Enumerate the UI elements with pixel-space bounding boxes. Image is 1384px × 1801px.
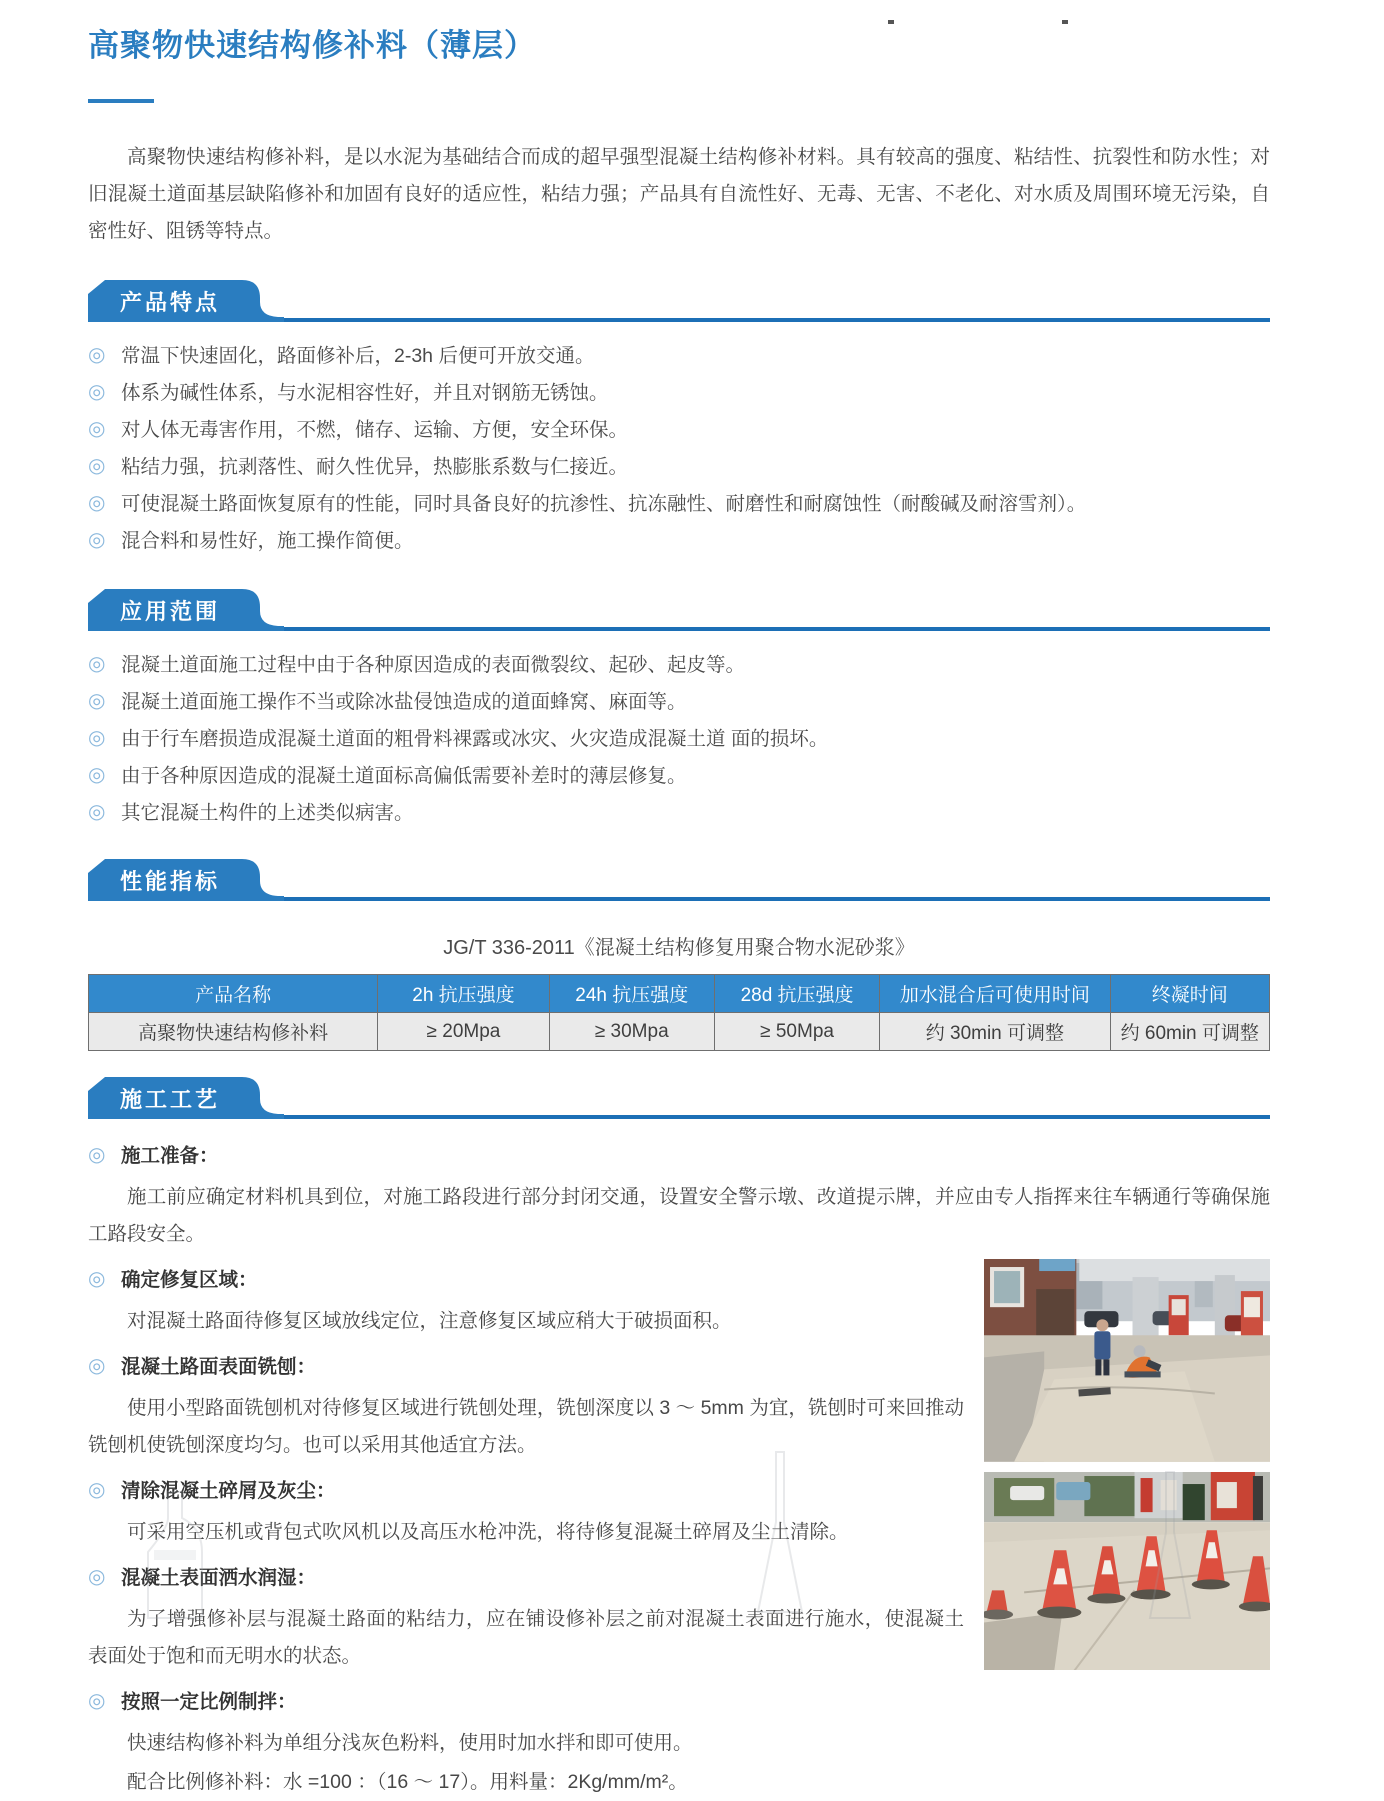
process-step-head bbox=[88, 1267, 1270, 1293]
table-cell: ≥ 30Mpa bbox=[549, 1013, 714, 1051]
column-header: 终凝时间 bbox=[1110, 975, 1269, 1013]
list-item-text: 对人体无毒害作用，不燃，储存、运输、方便，安全环保。 bbox=[121, 419, 629, 441]
list-item bbox=[88, 492, 1270, 516]
table-row bbox=[89, 1013, 1270, 1051]
list-item bbox=[88, 801, 1270, 825]
ring-bullet-icon: ◎ bbox=[88, 1566, 106, 1588]
ring-bullet-icon: ◎ bbox=[88, 727, 106, 749]
applications-list bbox=[88, 653, 1270, 825]
column-header: 2h 抗压强度 bbox=[378, 975, 549, 1013]
column-header: 加水混合后可使用时间 bbox=[880, 975, 1110, 1013]
ring-bullet-icon: ◎ bbox=[88, 1268, 106, 1290]
list-item-text: 混凝土道面施工过程中由于各种原因造成的表面微裂纹、起砂、起皮等。 bbox=[121, 654, 746, 676]
step-label: 混凝土表面洒水润湿： bbox=[121, 1567, 317, 1589]
column-header: 产品名称 bbox=[89, 975, 378, 1013]
list-item-text: 常温下快速固化，路面修补后，2-3h 后便可开放交通。 bbox=[121, 345, 595, 367]
process-step-head bbox=[88, 1565, 1270, 1591]
process-section bbox=[88, 1143, 1270, 1801]
table-cell: ≥ 50Mpa bbox=[714, 1013, 879, 1051]
list-item bbox=[88, 529, 1270, 553]
table-header-row bbox=[89, 975, 1270, 1013]
section-header-applications bbox=[88, 589, 1270, 631]
step-label: 混凝土路面表面铣刨： bbox=[121, 1356, 317, 1378]
process-step-head bbox=[88, 1689, 1270, 1715]
list-item-text: 体系为碱性体系，与水泥相容性好，并且对钢筋无锈蚀。 bbox=[121, 382, 609, 404]
table-cell: 约 30min 可调整 bbox=[880, 1013, 1110, 1051]
section-banner bbox=[88, 589, 284, 631]
ring-bullet-icon: ◎ bbox=[88, 1479, 106, 1501]
list-item-text: 混凝土道面施工操作不当或除冰盐侵蚀造成的道面蜂窝、麻面等。 bbox=[121, 691, 687, 713]
section-banner bbox=[88, 280, 284, 322]
step-label: 清除混凝土碎屑及灰尘： bbox=[121, 1480, 336, 1502]
list-item bbox=[88, 653, 1270, 677]
section-header-process bbox=[88, 1077, 1270, 1119]
step-body: 快速结构修补料为单组分浅灰色粉料，使用时加水拌和即可使用。 bbox=[127, 1732, 693, 1754]
section-title-features: 产品特点 bbox=[120, 290, 221, 315]
list-item bbox=[88, 455, 1270, 479]
process-step-head bbox=[88, 1143, 1270, 1169]
photo-column bbox=[984, 1259, 1270, 1670]
ring-bullet-icon: ◎ bbox=[88, 1355, 106, 1377]
ring-bullet-icon: ◎ bbox=[88, 492, 106, 514]
table-cell: ≥ 20Mpa bbox=[378, 1013, 549, 1051]
ring-bullet-icon: ◎ bbox=[88, 1144, 106, 1166]
section-banner bbox=[88, 1077, 284, 1119]
list-item-text: 由于各种原因造成的混凝土道面标高偏低需要补差时的薄层修复。 bbox=[121, 765, 687, 787]
ring-bullet-icon: ◎ bbox=[88, 381, 106, 403]
title-underline bbox=[88, 99, 154, 103]
watermark-bottle-icon bbox=[130, 1490, 220, 1620]
list-item-text: 由于行车磨损造成混凝土道面的粗骨料裸露或冰灾、火灾造成混凝土道 面的损坏。 bbox=[121, 728, 829, 750]
ring-bullet-icon: ◎ bbox=[88, 418, 106, 440]
ring-bullet-icon: ◎ bbox=[88, 653, 106, 675]
step-label: 确定修复区域： bbox=[121, 1269, 258, 1291]
list-item-text: 粘结力强，抗剥落性、耐久性优异，热膨胀系数与仁接近。 bbox=[121, 456, 629, 478]
section-header-features bbox=[88, 280, 1270, 322]
list-item bbox=[88, 418, 1270, 442]
step-body: 为了增强修补层与混凝土路面的粘结力，应在铺设修补层之前对混凝土表面进行施水，使混凝土表面处于饱和而无明水的状态。 bbox=[88, 1608, 964, 1667]
performance-table bbox=[88, 974, 1270, 1051]
section-title-performance: 性能指标 bbox=[120, 869, 221, 894]
ring-bullet-icon: ◎ bbox=[88, 455, 106, 477]
watermark-flask-icon bbox=[750, 1450, 810, 1620]
ring-bullet-icon: ◎ bbox=[88, 529, 106, 551]
list-item-text: 混合料和易性好，施工操作简便。 bbox=[121, 530, 414, 552]
step-label: 施工准备： bbox=[121, 1145, 219, 1167]
ring-bullet-icon: ◎ bbox=[88, 344, 106, 366]
section-header-performance bbox=[88, 859, 1270, 901]
intro-paragraph: 高聚物快速结构修补料，是以水泥为基础结合而成的超早强型混凝土结构修补材料。具有较高的强度、粘结性、抗裂性和防水性；对旧混凝土道面基层缺陷修补和加固有良好的适应性，粘结力强；产品具有自流性好、无毒、无害、不老化、对水质及周围环境无污染，自密性好、阻锈等特点。 bbox=[88, 146, 1270, 242]
step-body: 配合比例修补料：水 =100 ：（16 ～ 17）。用料量：2Kg/mm/m²。 bbox=[127, 1771, 688, 1793]
watermark-flask-icon bbox=[1140, 1470, 1200, 1620]
list-item bbox=[88, 344, 1270, 368]
list-item bbox=[88, 690, 1270, 714]
list-item bbox=[88, 727, 1270, 751]
page-title: 高聚物快速结构修补料（薄层） bbox=[88, 28, 536, 63]
step-body: 可采用空压机或背包式吹风机以及高压水枪冲洗，将待修复混凝土碎屑及尘土清除。 bbox=[127, 1521, 849, 1543]
table-cell: 约 60min 可调整 bbox=[1110, 1013, 1269, 1051]
ring-bullet-icon: ◎ bbox=[88, 690, 106, 712]
column-header: 24h 抗压强度 bbox=[549, 975, 714, 1013]
ring-bullet-icon: ◎ bbox=[88, 801, 106, 823]
table-cell: 高聚物快速结构修补料 bbox=[89, 1013, 378, 1051]
list-item-text: 可使混凝土路面恢复原有的性能，同时具备良好的抗渗性、抗冻融性、耐磨性和耐腐蚀性（耐酸碱及耐溶雪剂）。 bbox=[121, 493, 1087, 515]
column-header: 28d 抗压强度 bbox=[714, 975, 879, 1013]
process-step-head bbox=[88, 1354, 1270, 1380]
list-item bbox=[88, 381, 1270, 405]
ring-bullet-icon: ◎ bbox=[88, 764, 106, 786]
step-body: 施工前应确定材料机具到位，对施工路段进行部分封闭交通，设置安全警示墩、改道提示牌，并应由专人指挥来往车辆通行等确保施工路段安全。 bbox=[88, 1186, 1270, 1245]
section-banner bbox=[88, 859, 284, 901]
list-item-text: 其它混凝土构件的上述类似病害。 bbox=[121, 802, 414, 824]
process-step-head bbox=[88, 1478, 1270, 1504]
step-body: 使用小型路面铣刨机对待修复区域进行铣刨处理，铣刨深度以 3 ～ 5mm 为宜，铣刨时可来回推动铣刨机使铣刨深度均匀。也可以采用其他适宜方法。 bbox=[88, 1397, 964, 1456]
table-caption: JG/T 336-2011《混凝土结构修复用聚合物水泥砂浆》 bbox=[443, 937, 915, 959]
ring-bullet-icon: ◎ bbox=[88, 1690, 106, 1712]
list-item bbox=[88, 764, 1270, 788]
section-title-applications: 应用范围 bbox=[120, 599, 221, 624]
section-title-process: 施工工艺 bbox=[120, 1087, 221, 1112]
step-body: 对混凝土路面待修复区域放线定位，注意修复区域应稍大于破损面积。 bbox=[127, 1310, 732, 1332]
features-list bbox=[88, 344, 1270, 553]
step-label: 按照一定比例制拌： bbox=[121, 1691, 297, 1713]
